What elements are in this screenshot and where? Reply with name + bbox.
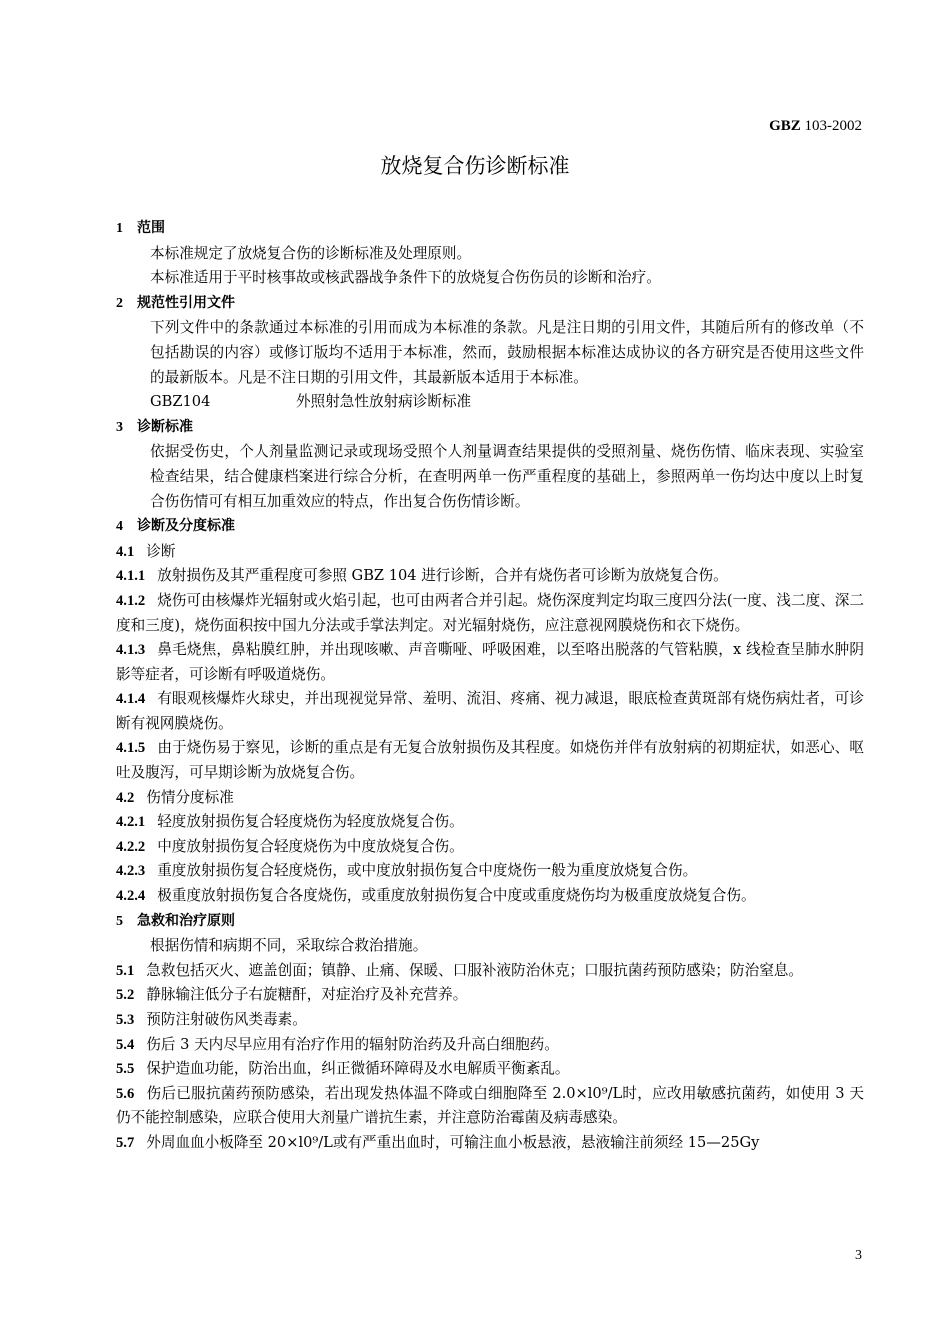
clause-number: 4.2.4: [116, 888, 146, 905]
clause-text: 预防注射破伤风类毒素。: [146, 1011, 307, 1028]
clause-text: 重度放射损伤复合轻度烧伤，或中度放射损伤复合中度烧伤一般为重度放烧复合伤。: [157, 862, 698, 880]
clause: [116, 786, 864, 811]
section-number: 4: [116, 519, 123, 535]
clause-text: 急救包括灭火、遮盖创面；镇静、止痛、保暖、口服补液防治休克；口服抗菌药预防感染；防治窒息。: [146, 961, 803, 979]
clause-text: 静脉输注低分子右旋糖酐，对症治疗及补充营养。: [146, 986, 468, 1004]
paragraph: 本标准规定了放烧复合伤的诊断标准及处理原则。: [150, 244, 472, 262]
clause-text: 保护造血功能，防治出血，纠正微循环障碍及水电解质平衡紊乱。: [146, 1060, 570, 1078]
clause-text: 诊断: [146, 542, 176, 560]
clause: [116, 540, 864, 565]
clause: [116, 1131, 864, 1156]
clause: [116, 835, 864, 860]
paragraph: 依据受伤史，个人剂量监测记录或现场受照个人剂量调查结果提供的受照剂量、烧伤伤情、临床表现、实验室检查结果，结合健康档案进行综合分析，在查明两单一伤严重程度的基础上，参照两单一伤均达中度以上时复合伤伤情可有相互加重效应的特点，作出复合伤伤情诊断。: [150, 443, 864, 510]
section-title: 诊断及分度标准: [137, 518, 235, 535]
reference-title: 外照射急性放射病诊断标准: [296, 393, 472, 411]
section-heading: [116, 909, 864, 935]
section-title: 诊断标准: [137, 418, 193, 435]
reference-entry: [116, 390, 864, 415]
clause-text: 伤后已服抗菌药预防感染，若出现发热体温不降或白细胞降至 2.0×l0⁹/L时，应改用敏感抗菌药，如使用 3 天仍不能控制感染，应联合使用大剂量广谱抗生素，并注意防治霉菌及病毒感染。: [116, 1084, 864, 1127]
document-body: [116, 216, 864, 1156]
standard-prefix: GBZ: [769, 118, 801, 134]
clause-text: 鼻毛烧焦，鼻粘膜红肿，并出现咳嗽、声音嘶哑、呼吸困难，以至咯出脱落的气管粘膜，x 线检查呈肺水肿阴影等症者，可诊断有呼吸道烧伤。: [116, 641, 864, 683]
clause: [116, 1008, 864, 1033]
clause-number: 4.1.3: [116, 642, 146, 659]
clause-text: 中度放射损伤复合轻度烧伤为中度放烧复合伤。: [157, 837, 464, 855]
section-heading: [116, 514, 864, 540]
section-title: 范围: [137, 220, 165, 236]
section-number: 3: [116, 419, 123, 435]
clause: [116, 810, 864, 835]
clause-number: 5.2: [116, 987, 135, 1004]
section-title: 规范性引用文件: [137, 294, 235, 311]
section-number: 2: [116, 295, 123, 311]
paragraph: 本标准适用于平时核事故或核武器战争条件下的放烧复合伤伤员的诊断和治疗。: [150, 269, 661, 287]
clause-number: 4.2: [116, 789, 135, 806]
clause-number: 5.4: [116, 1036, 135, 1053]
clause-number: 5.1: [116, 962, 135, 979]
clause-number: 5.7: [116, 1134, 135, 1151]
clause: [116, 959, 864, 984]
section-heading: [116, 216, 864, 242]
clause-number: 4.2.2: [116, 838, 146, 855]
clause-text: 轻度放射损伤复合轻度烧伤为轻度放烧复合伤。: [157, 813, 464, 831]
paragraph: 下列文件中的条款通过本标准的引用而成为本标准的条款。凡是注日期的引用文件，其随后所有的修改单（不包括勘误的内容）或修订版均不适用于本标准，然而，鼓励根据本标准达成协议的各方研究是否使用这些文件的最新版本。凡是不注日期的引用文件，其最新版本适用于本标准。: [150, 319, 864, 386]
section-title: 急救和治疗原则: [137, 912, 235, 929]
clause: [116, 983, 864, 1008]
clause-number: 4.1.5: [116, 740, 146, 757]
clause: [116, 1082, 864, 1131]
standard-code: [769, 118, 862, 135]
clause-number: 4.1: [116, 543, 135, 560]
clause-number: 4.2.1: [116, 814, 146, 831]
clause-number: 4.1.4: [116, 691, 146, 708]
clause: [116, 589, 864, 638]
clause: [116, 1033, 864, 1058]
clause-number: 5.5: [116, 1061, 135, 1078]
clause-number: 5.6: [116, 1085, 135, 1102]
clause: [116, 859, 864, 884]
clause: [116, 736, 864, 785]
clause: [116, 1057, 864, 1082]
clause-text: 放射损伤及其严重程度可参照 GBZ 104 进行诊断，合并有烧伤者可诊断为放烧复合伤。: [157, 567, 728, 585]
clause-number: 5.3: [116, 1012, 135, 1028]
clause-text: 极重度放射损伤复合各度烧伤，或重度放射损伤复合中度或重度烧伤均为极重度放烧复合伤。: [157, 887, 756, 905]
section-heading: [116, 291, 864, 317]
standard-number: 103-2002: [804, 118, 862, 134]
clause-text: 伤情分度标准: [146, 788, 234, 806]
clause-text: 烧伤可由核爆炸光辐射或火焰引起，也可由两者合并引起。烧伤深度判定均取三度四分法(一度、浅二度、深二度和三度)，烧伤面积按中国九分法或手掌法判定。对光辐射烧伤，应注意视网膜烧伤和衣下烧伤。: [116, 591, 864, 634]
section-number: 5: [116, 913, 123, 929]
clause-number: 4.1.2: [116, 592, 146, 609]
section-heading: [116, 415, 864, 441]
section-number: 1: [116, 221, 123, 236]
clause: [116, 638, 864, 687]
clause-text: 伤后 3 天内尽早应用有治疗作用的辐射防治药及升高白细胞药。: [146, 1035, 559, 1053]
clause: [116, 884, 864, 909]
clause: [116, 687, 864, 736]
clause: [116, 564, 864, 589]
clause-text: 由于烧伤易于察见，诊断的重点是有无复合放射损伤及其程度。如烧伤并伴有放射病的初期症状，如恶心、呕吐及腹泻，可早期诊断为放烧复合伤。: [116, 739, 864, 782]
clause-text: 外周血血小板降至 20×l0⁹/L或有严重出血时，可输注血小板悬液，悬液输注前须经 15—25Gy: [146, 1133, 760, 1151]
document-title: 放烧复合伤诊断标准: [380, 154, 570, 178]
clause-text: 有眼观核爆炸火球史，并出现视觉异常、羞明、流泪、疼痛、视力减退，眼底检查黄斑部有烧伤病灶者，可诊断有视网膜烧伤。: [116, 690, 864, 732]
clause-number: 4.2.3: [116, 863, 146, 880]
reference-code: GBZ104: [150, 393, 211, 411]
clause-number: 4.1.1: [116, 568, 146, 585]
page-number: 3: [855, 1248, 862, 1263]
paragraph: 根据伤情和病期不同，采取综合救治措施。: [150, 937, 428, 955]
